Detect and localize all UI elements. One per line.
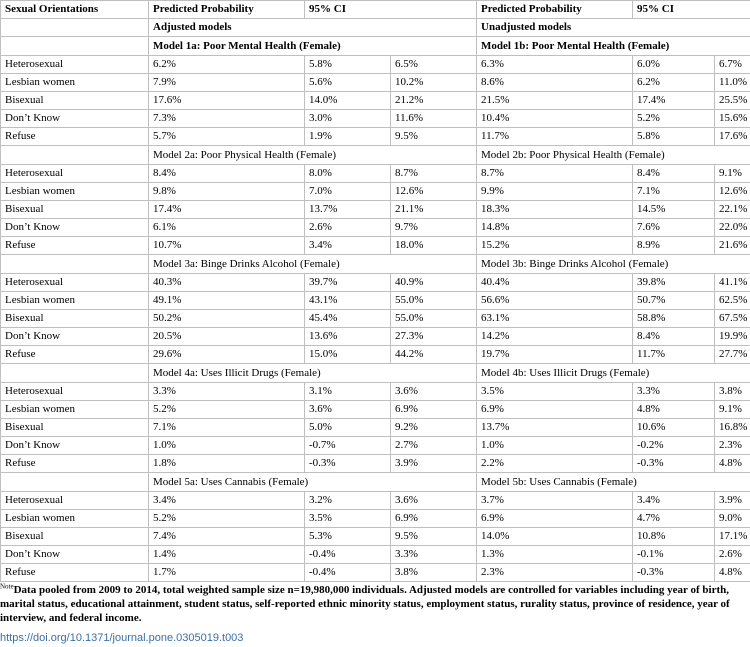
pp-unadjusted-cell: 56.6% <box>477 292 633 310</box>
pp-unadjusted-cell: 8.6% <box>477 74 633 92</box>
table-row <box>1 419 750 437</box>
doi-link[interactable]: https://doi.org/10.1371/journal.pone.0305019.t003 <box>0 632 244 644</box>
ci-low-adjusted-cell: 3.4% <box>305 237 391 255</box>
model-label-adjusted: Model 1a: Poor Mental Health (Female) <box>149 37 477 56</box>
ci-high-unadjusted-cell: 27.7% <box>715 346 750 364</box>
model-row <box>1 473 750 492</box>
ci-low-unadjusted-cell: -0.1% <box>633 546 715 564</box>
ci-low-adjusted-cell: 3.1% <box>305 383 391 401</box>
ci-high-adjusted-cell: 55.0% <box>391 310 477 328</box>
table-row <box>1 92 750 110</box>
ci-low-unadjusted-cell: 14.5% <box>633 201 715 219</box>
ci-high-unadjusted-cell: 11.0% <box>715 74 750 92</box>
table-row <box>1 510 750 528</box>
pp-adjusted-cell: 10.7% <box>149 237 305 255</box>
model-label-adjusted: Model 4a: Uses Illicit Drugs (Female) <box>149 364 477 383</box>
pp-adjusted-cell: 17.4% <box>149 201 305 219</box>
pp-unadjusted-cell: 2.2% <box>477 455 633 473</box>
orientation-cell: Heterosexual <box>1 383 149 401</box>
ci-low-adjusted-cell: 7.0% <box>305 183 391 201</box>
ci-low-unadjusted-cell: 8.9% <box>633 237 715 255</box>
pp-adjusted-cell: 7.1% <box>149 419 305 437</box>
table-row <box>1 183 750 201</box>
ci-high-adjusted-cell: 6.9% <box>391 401 477 419</box>
pp-adjusted-cell: 6.1% <box>149 219 305 237</box>
ci-high-adjusted-cell: 18.0% <box>391 237 477 255</box>
pp-unadjusted-cell: 6.9% <box>477 401 633 419</box>
ci-low-unadjusted-cell: 10.6% <box>633 419 715 437</box>
ci-low-adjusted-cell: -0.4% <box>305 564 391 582</box>
ci-low-adjusted-cell: 8.0% <box>305 165 391 183</box>
ci-high-unadjusted-cell: 25.5% <box>715 92 750 110</box>
table-row <box>1 528 750 546</box>
table-row <box>1 56 750 74</box>
ci-high-adjusted-cell: 3.8% <box>391 564 477 582</box>
pp-adjusted-cell: 1.7% <box>149 564 305 582</box>
orientation-cell: Heterosexual <box>1 274 149 292</box>
pp-adjusted-cell: 1.0% <box>149 437 305 455</box>
subheader-adjusted: Adjusted models <box>149 19 477 37</box>
pp-adjusted-cell: 6.2% <box>149 56 305 74</box>
ci-low-adjusted-cell: 5.0% <box>305 419 391 437</box>
model-row <box>1 37 750 56</box>
footnote-mark: Note <box>0 582 14 591</box>
pp-adjusted-cell: 5.7% <box>149 128 305 146</box>
model-label-unadjusted: Model 3b: Binge Drinks Alcohol (Female) <box>477 255 750 274</box>
pp-adjusted-cell: 17.6% <box>149 92 305 110</box>
ci-high-adjusted-cell: 21.2% <box>391 92 477 110</box>
table-row <box>1 383 750 401</box>
ci-low-adjusted-cell: 14.0% <box>305 92 391 110</box>
pp-unadjusted-cell: 14.2% <box>477 328 633 346</box>
ci-high-unadjusted-cell: 3.9% <box>715 492 750 510</box>
ci-low-unadjusted-cell: 4.8% <box>633 401 715 419</box>
table-row <box>1 401 750 419</box>
ci-high-adjusted-cell: 9.7% <box>391 219 477 237</box>
pp-adjusted-cell: 7.3% <box>149 110 305 128</box>
ci-high-unadjusted-cell: 21.6% <box>715 237 750 255</box>
footnote-text: Data pooled from 2009 to 2014, total weighted sample size n=19,980,000 individuals. Adjusted models are controlled for variables including year of birth, marital status, educational attainment, student status, self-reported ethnic minority status, employment status, rurality status, province of residence, year of interview, and federal income. <box>0 584 730 624</box>
pp-adjusted-cell: 7.4% <box>149 528 305 546</box>
ci-high-adjusted-cell: 9.5% <box>391 528 477 546</box>
model-row-empty <box>1 473 149 492</box>
table-row <box>1 564 750 582</box>
ci-high-adjusted-cell: 12.6% <box>391 183 477 201</box>
ci-high-unadjusted-cell: 41.1% <box>715 274 750 292</box>
pp-adjusted-cell: 29.6% <box>149 346 305 364</box>
ci-high-unadjusted-cell: 6.7% <box>715 56 750 74</box>
table-row <box>1 128 750 146</box>
ci-low-adjusted-cell: 39.7% <box>305 274 391 292</box>
orientation-cell: Heterosexual <box>1 165 149 183</box>
ci-low-unadjusted-cell: 8.4% <box>633 328 715 346</box>
pp-unadjusted-cell: 14.8% <box>477 219 633 237</box>
table-row <box>1 237 750 255</box>
table-subheader-row <box>1 19 750 37</box>
ci-low-unadjusted-cell: 3.4% <box>633 492 715 510</box>
orientation-cell: Heterosexual <box>1 492 149 510</box>
ci-high-adjusted-cell: 8.7% <box>391 165 477 183</box>
pp-unadjusted-cell: 18.3% <box>477 201 633 219</box>
table-row <box>1 219 750 237</box>
model-row <box>1 146 750 165</box>
ci-low-adjusted-cell: -0.7% <box>305 437 391 455</box>
ci-high-adjusted-cell: 40.9% <box>391 274 477 292</box>
ci-high-unadjusted-cell: 9.0% <box>715 510 750 528</box>
table-row <box>1 292 750 310</box>
ci-low-adjusted-cell: 13.7% <box>305 201 391 219</box>
header-predicted-probability-adjusted: Predicted Probability <box>149 1 305 19</box>
model-row-empty <box>1 37 149 56</box>
ci-low-adjusted-cell: 5.8% <box>305 56 391 74</box>
table-header-row <box>1 1 750 19</box>
ci-high-adjusted-cell: 3.6% <box>391 383 477 401</box>
pp-unadjusted-cell: 3.5% <box>477 383 633 401</box>
orientation-cell: Bisexual <box>1 419 149 437</box>
table-footnote <box>0 583 746 625</box>
model-row <box>1 364 750 383</box>
ci-low-unadjusted-cell: 50.7% <box>633 292 715 310</box>
ci-low-adjusted-cell: -0.3% <box>305 455 391 473</box>
ci-low-unadjusted-cell: -0.3% <box>633 564 715 582</box>
ci-low-adjusted-cell: 43.1% <box>305 292 391 310</box>
ci-high-unadjusted-cell: 17.1% <box>715 528 750 546</box>
orientation-cell: Lesbian women <box>1 292 149 310</box>
ci-high-adjusted-cell: 3.3% <box>391 546 477 564</box>
ci-high-adjusted-cell: 21.1% <box>391 201 477 219</box>
ci-high-unadjusted-cell: 16.8% <box>715 419 750 437</box>
ci-low-unadjusted-cell: 7.1% <box>633 183 715 201</box>
ci-low-adjusted-cell: 13.6% <box>305 328 391 346</box>
model-label-unadjusted: Model 5b: Uses Cannabis (Female) <box>477 473 750 492</box>
ci-high-adjusted-cell: 6.9% <box>391 510 477 528</box>
header-ci-adjusted: 95% CI <box>305 1 477 19</box>
pp-adjusted-cell: 50.2% <box>149 310 305 328</box>
ci-low-unadjusted-cell: 58.8% <box>633 310 715 328</box>
orientation-cell: Don’t Know <box>1 219 149 237</box>
ci-low-unadjusted-cell: 39.8% <box>633 274 715 292</box>
orientation-cell: Lesbian women <box>1 510 149 528</box>
ci-high-unadjusted-cell: 2.6% <box>715 546 750 564</box>
model-label-unadjusted: Model 1b: Poor Mental Health (Female) <box>477 37 750 56</box>
orientation-cell: Bisexual <box>1 92 149 110</box>
orientation-cell: Lesbian women <box>1 74 149 92</box>
ci-high-adjusted-cell: 6.5% <box>391 56 477 74</box>
table-row <box>1 165 750 183</box>
ci-high-unadjusted-cell: 12.6% <box>715 183 750 201</box>
model-row <box>1 255 750 274</box>
ci-high-adjusted-cell: 3.6% <box>391 492 477 510</box>
pp-adjusted-cell: 9.8% <box>149 183 305 201</box>
ci-high-adjusted-cell: 3.9% <box>391 455 477 473</box>
model-row-empty <box>1 146 149 165</box>
ci-low-unadjusted-cell: 10.8% <box>633 528 715 546</box>
ci-high-unadjusted-cell: 22.1% <box>715 201 750 219</box>
pp-unadjusted-cell: 21.5% <box>477 92 633 110</box>
header-predicted-probability-unadjusted: Predicted Probability <box>477 1 633 19</box>
pp-adjusted-cell: 7.9% <box>149 74 305 92</box>
pp-unadjusted-cell: 15.2% <box>477 237 633 255</box>
pp-adjusted-cell: 49.1% <box>149 292 305 310</box>
pp-adjusted-cell: 3.4% <box>149 492 305 510</box>
pp-adjusted-cell: 3.3% <box>149 383 305 401</box>
orientation-cell: Refuse <box>1 128 149 146</box>
pp-adjusted-cell: 8.4% <box>149 165 305 183</box>
ci-high-adjusted-cell: 10.2% <box>391 74 477 92</box>
table-row <box>1 274 750 292</box>
ci-low-unadjusted-cell: 8.4% <box>633 165 715 183</box>
orientation-cell: Bisexual <box>1 201 149 219</box>
table-row <box>1 310 750 328</box>
table-row <box>1 346 750 364</box>
ci-high-unadjusted-cell: 3.8% <box>715 383 750 401</box>
table-row <box>1 201 750 219</box>
model-label-adjusted: Model 5a: Uses Cannabis (Female) <box>149 473 477 492</box>
orientation-cell: Bisexual <box>1 528 149 546</box>
ci-high-adjusted-cell: 9.5% <box>391 128 477 146</box>
pp-adjusted-cell: 5.2% <box>149 510 305 528</box>
pp-adjusted-cell: 1.4% <box>149 546 305 564</box>
ci-low-unadjusted-cell: 17.4% <box>633 92 715 110</box>
orientation-cell: Refuse <box>1 237 149 255</box>
table-row <box>1 546 750 564</box>
orientation-cell: Lesbian women <box>1 401 149 419</box>
table-row <box>1 455 750 473</box>
pp-unadjusted-cell: 2.3% <box>477 564 633 582</box>
ci-high-unadjusted-cell: 22.0% <box>715 219 750 237</box>
pp-unadjusted-cell: 6.3% <box>477 56 633 74</box>
ci-high-adjusted-cell: 55.0% <box>391 292 477 310</box>
subheader-empty <box>1 19 149 37</box>
ci-low-adjusted-cell: 2.6% <box>305 219 391 237</box>
pp-unadjusted-cell: 6.9% <box>477 510 633 528</box>
ci-low-adjusted-cell: 15.0% <box>305 346 391 364</box>
ci-low-unadjusted-cell: 5.2% <box>633 110 715 128</box>
pp-unadjusted-cell: 14.0% <box>477 528 633 546</box>
ci-high-adjusted-cell: 2.7% <box>391 437 477 455</box>
ci-high-unadjusted-cell: 19.9% <box>715 328 750 346</box>
table-row <box>1 492 750 510</box>
pp-adjusted-cell: 5.2% <box>149 401 305 419</box>
ci-low-adjusted-cell: -0.4% <box>305 546 391 564</box>
orientation-cell: Heterosexual <box>1 56 149 74</box>
ci-low-unadjusted-cell: 7.6% <box>633 219 715 237</box>
ci-high-adjusted-cell: 9.2% <box>391 419 477 437</box>
ci-low-unadjusted-cell: -0.3% <box>633 455 715 473</box>
ci-high-unadjusted-cell: 15.6% <box>715 110 750 128</box>
ci-high-unadjusted-cell: 62.5% <box>715 292 750 310</box>
pp-adjusted-cell: 1.8% <box>149 455 305 473</box>
table-row <box>1 74 750 92</box>
table-row <box>1 437 750 455</box>
header-ci-unadjusted: 95% CI <box>633 1 750 19</box>
ci-low-adjusted-cell: 5.3% <box>305 528 391 546</box>
pp-unadjusted-cell: 8.7% <box>477 165 633 183</box>
ci-low-adjusted-cell: 3.5% <box>305 510 391 528</box>
model-label-adjusted: Model 3a: Binge Drinks Alcohol (Female) <box>149 255 477 274</box>
ci-low-adjusted-cell: 3.0% <box>305 110 391 128</box>
ci-high-unadjusted-cell: 9.1% <box>715 165 750 183</box>
pp-adjusted-cell: 40.3% <box>149 274 305 292</box>
orientation-cell: Refuse <box>1 346 149 364</box>
ci-low-unadjusted-cell: 11.7% <box>633 346 715 364</box>
pp-adjusted-cell: 20.5% <box>149 328 305 346</box>
ci-low-adjusted-cell: 3.2% <box>305 492 391 510</box>
orientation-cell: Don’t Know <box>1 110 149 128</box>
orientation-cell: Refuse <box>1 564 149 582</box>
pp-unadjusted-cell: 40.4% <box>477 274 633 292</box>
ci-high-unadjusted-cell: 17.6% <box>715 128 750 146</box>
orientation-cell: Bisexual <box>1 310 149 328</box>
subheader-unadjusted: Unadjusted models <box>477 19 750 37</box>
pp-unadjusted-cell: 11.7% <box>477 128 633 146</box>
orientation-cell: Don’t Know <box>1 328 149 346</box>
orientation-cell: Lesbian women <box>1 183 149 201</box>
ci-low-unadjusted-cell: 6.0% <box>633 56 715 74</box>
ci-high-unadjusted-cell: 4.8% <box>715 455 750 473</box>
model-row-empty <box>1 364 149 383</box>
ci-low-adjusted-cell: 3.6% <box>305 401 391 419</box>
ci-low-unadjusted-cell: -0.2% <box>633 437 715 455</box>
orientation-cell: Refuse <box>1 455 149 473</box>
ci-low-adjusted-cell: 1.9% <box>305 128 391 146</box>
ci-low-unadjusted-cell: 4.7% <box>633 510 715 528</box>
pp-unadjusted-cell: 19.7% <box>477 346 633 364</box>
ci-high-unadjusted-cell: 67.5% <box>715 310 750 328</box>
ci-high-adjusted-cell: 44.2% <box>391 346 477 364</box>
model-label-unadjusted: Model 4b: Uses Illicit Drugs (Female) <box>477 364 750 383</box>
model-row-empty <box>1 255 149 274</box>
ci-low-unadjusted-cell: 3.3% <box>633 383 715 401</box>
ci-low-adjusted-cell: 45.4% <box>305 310 391 328</box>
pp-unadjusted-cell: 1.3% <box>477 546 633 564</box>
pp-unadjusted-cell: 1.0% <box>477 437 633 455</box>
ci-high-unadjusted-cell: 4.8% <box>715 564 750 582</box>
table-row <box>1 110 750 128</box>
ci-high-unadjusted-cell: 2.3% <box>715 437 750 455</box>
model-label-unadjusted: Model 2b: Poor Physical Health (Female) <box>477 146 750 165</box>
ci-low-unadjusted-cell: 5.8% <box>633 128 715 146</box>
ci-high-unadjusted-cell: 9.1% <box>715 401 750 419</box>
pp-unadjusted-cell: 10.4% <box>477 110 633 128</box>
pp-unadjusted-cell: 13.7% <box>477 419 633 437</box>
model-label-adjusted: Model 2a: Poor Physical Health (Female) <box>149 146 477 165</box>
header-sexual-orientations: Sexual Orientations <box>1 1 149 19</box>
orientation-cell: Don’t Know <box>1 437 149 455</box>
ci-low-unadjusted-cell: 6.2% <box>633 74 715 92</box>
ci-high-adjusted-cell: 11.6% <box>391 110 477 128</box>
table-row <box>1 328 750 346</box>
pp-unadjusted-cell: 3.7% <box>477 492 633 510</box>
ci-high-adjusted-cell: 27.3% <box>391 328 477 346</box>
pp-unadjusted-cell: 63.1% <box>477 310 633 328</box>
pp-unadjusted-cell: 9.9% <box>477 183 633 201</box>
orientation-cell: Don’t Know <box>1 546 149 564</box>
ci-low-adjusted-cell: 5.6% <box>305 74 391 92</box>
